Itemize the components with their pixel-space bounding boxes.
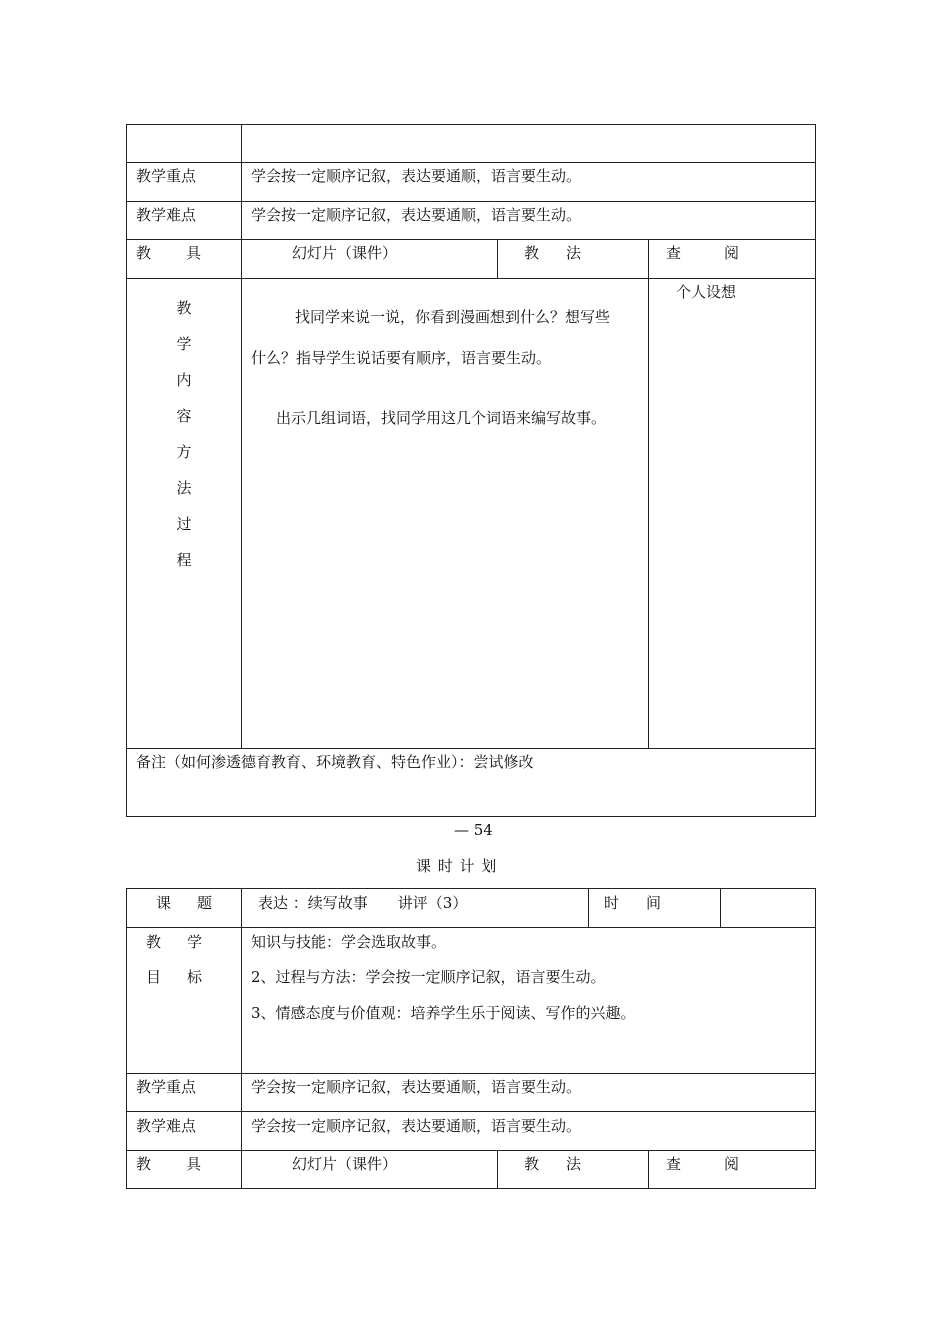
- tools-value: 幻灯片（课件）: [292, 1155, 398, 1173]
- tools-label-char-2: 具: [186, 244, 202, 262]
- goal-label-char: 标: [187, 968, 203, 986]
- review-label-char-2: 阅: [724, 244, 740, 262]
- key-point-text: 学会按一定顺序记叙，表达要通顺，语言要生动。: [251, 167, 582, 185]
- process-label-char: 程: [176, 551, 192, 569]
- review-label-char-2: 阅: [724, 1155, 740, 1173]
- goal-1: 知识与技能：学会选取故事。: [251, 933, 447, 951]
- review-label-char-1: 查: [666, 244, 682, 262]
- topic-label-char-1: 课: [156, 894, 172, 912]
- key-point-label: 教学重点: [136, 167, 197, 185]
- difficulty-label: 教学难点: [136, 1117, 197, 1135]
- process-label-char: 过: [176, 515, 192, 533]
- tools-value: 幻灯片（课件）: [292, 244, 398, 262]
- personal-ideas-label: 个人设想: [676, 283, 737, 301]
- notes-text: 备注（如何渗透德育教育、环境教育、特色作业）：尝试修改: [136, 753, 534, 771]
- topic-label-char-2: 题: [197, 894, 213, 912]
- content-line-1: 找同学来说一说，你看到漫画想到什么？想写些: [295, 308, 611, 326]
- goal-3: 3、情感态度与价值观：培养学生乐于阅读、写作的兴趣。: [251, 1004, 636, 1022]
- time-label-char-2: 间: [646, 894, 662, 912]
- tools-label-char-1: 教: [136, 1155, 152, 1173]
- page-number: — 54: [454, 821, 493, 839]
- process-label-char: 法: [176, 479, 192, 497]
- difficulty-text: 学会按一定顺序记叙，表达要通顺，语言要生动。: [251, 1117, 582, 1135]
- tools-label-char-2: 具: [186, 1155, 202, 1173]
- content-line-3: 出示几组词语，找同学用这几个词语来编写故事。: [276, 409, 607, 427]
- process-label-char: 容: [176, 407, 192, 425]
- goal-label-char: 目: [146, 968, 162, 986]
- method-label-char-2: 法: [566, 244, 582, 262]
- difficulty-label: 教学难点: [136, 206, 197, 224]
- process-label-char: 内: [176, 371, 192, 389]
- difficulty-text: 学会按一定顺序记叙，表达要通顺，语言要生动。: [251, 206, 582, 224]
- process-label-char: 学: [176, 335, 192, 353]
- key-point-text: 学会按一定顺序记叙，表达要通顺，语言要生动。: [251, 1078, 582, 1096]
- content-line-2: 什么？指导学生说话要有顺序，语言要生动。: [251, 349, 552, 367]
- method-label-char-2: 法: [566, 1155, 582, 1173]
- goal-label-char: 学: [187, 933, 203, 951]
- tools-label-char-1: 教: [136, 244, 152, 262]
- method-label-char-1: 教: [524, 1155, 540, 1173]
- review-label-char-1: 查: [666, 1155, 682, 1173]
- time-label-char-1: 时: [604, 894, 620, 912]
- process-label-char: 教: [176, 299, 192, 317]
- method-label-char-1: 教: [524, 244, 540, 262]
- topic-value: 表达 ：续写故事 讲评（3）: [258, 894, 468, 912]
- goal-2: 2、过程与方法：学会按一定顺序记叙，语言要生动。: [251, 968, 606, 986]
- key-point-label: 教学重点: [136, 1078, 197, 1096]
- goal-label-char: 教: [146, 933, 162, 951]
- process-label-char: 方: [176, 443, 192, 461]
- section-title: 课 时 计 划: [416, 857, 498, 875]
